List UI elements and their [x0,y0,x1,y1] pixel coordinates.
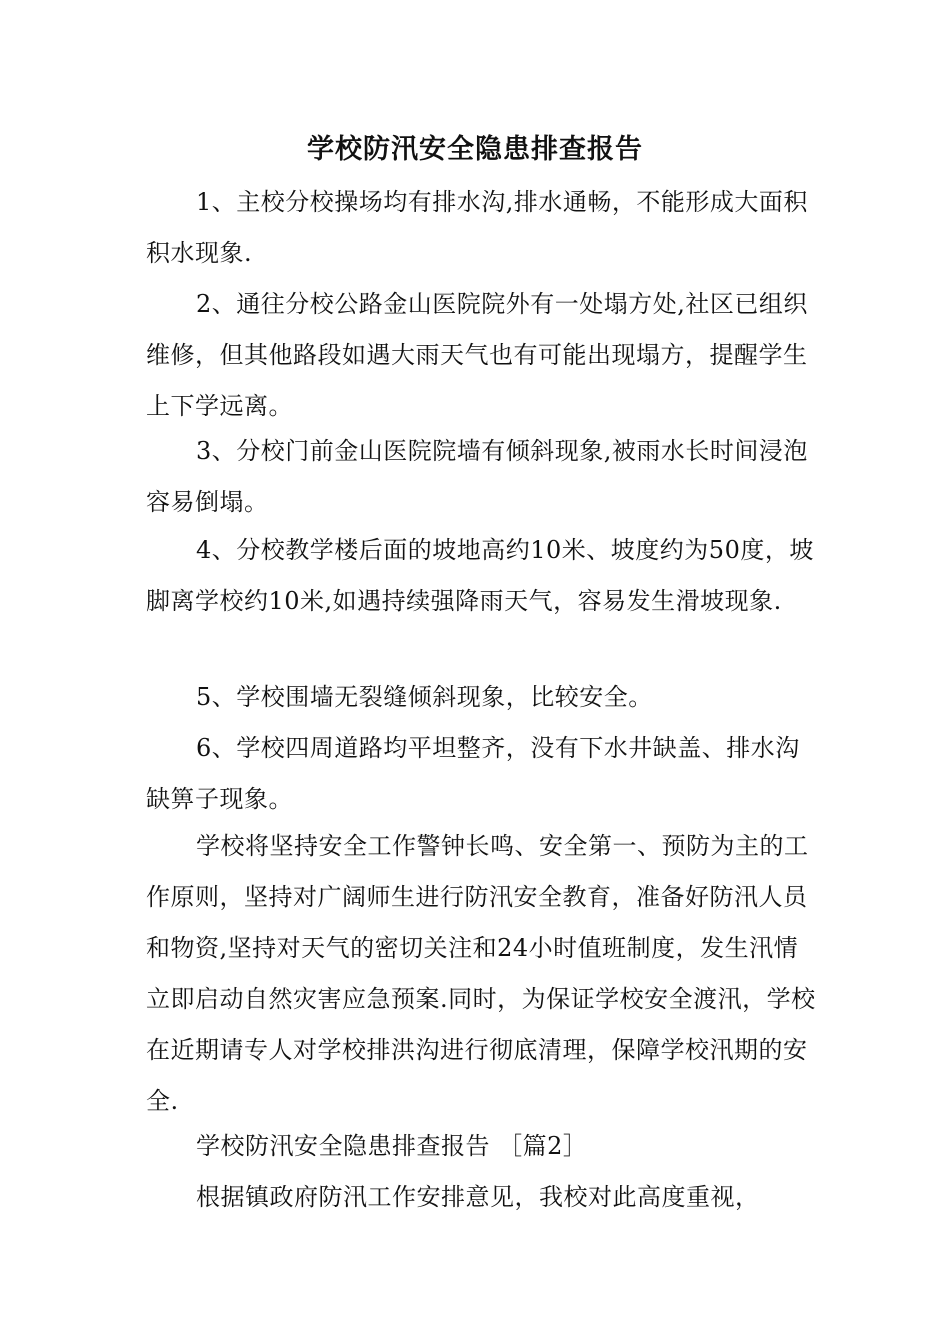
paragraph-part-2-intro: 根据镇政府防汛工作安排意见，我校对此高度重视， [196,1183,760,1211]
paragraph-item-6: 6、学校四周道路均平坦整齐，没有下水井缺盖、排水沟缺箅子现象。 [146,734,800,813]
document-title: 学校防汛安全隐患排查报告 [307,134,643,165]
paragraph-item-3: 3、分校门前金山医院院墙有倾斜现象,被雨水长时间浸泡容易倒塌。 [146,437,808,516]
paragraph-summary: 学校将坚持安全工作警钟长鸣、安全第一、预防为主的工作原则，坚持对广阔师生进行防汛安全教育，准备好防汛人员和物资,坚持对天气的密切关注和24小时值班制度，发生汛情立即启动自然灾害应急预案.同时，为保证学校安全渡汛，学校在近期请专人对学校排洪沟进行彻底清理，保障学校汛期的安全. [146,832,816,1115]
paragraph-item-4: 4、分校教学楼后面的坡地高约10米、坡度约为50度，坡脚离学校约10米,如遇持续强降雨天气，容易发生滑坡现象. [146,536,814,615]
paragraph-item-2: 2、通往分校公路金山医院院外有一处塌方处,社区已组织维修，但其他路段如遇大雨天气也有可能出现塌方，提醒学生上下学远离。 [146,290,808,420]
paragraph-item-5: 5、学校围墙无裂缝倾斜现象，比较安全。 [196,683,653,711]
section-heading-part-2: 学校防汛安全隐患排查报告 ［篇2］ [196,1132,588,1160]
paragraph-item-1: 1、主校分校操场均有排水沟,排水通畅，不能形成大面积积水现象. [146,188,808,267]
